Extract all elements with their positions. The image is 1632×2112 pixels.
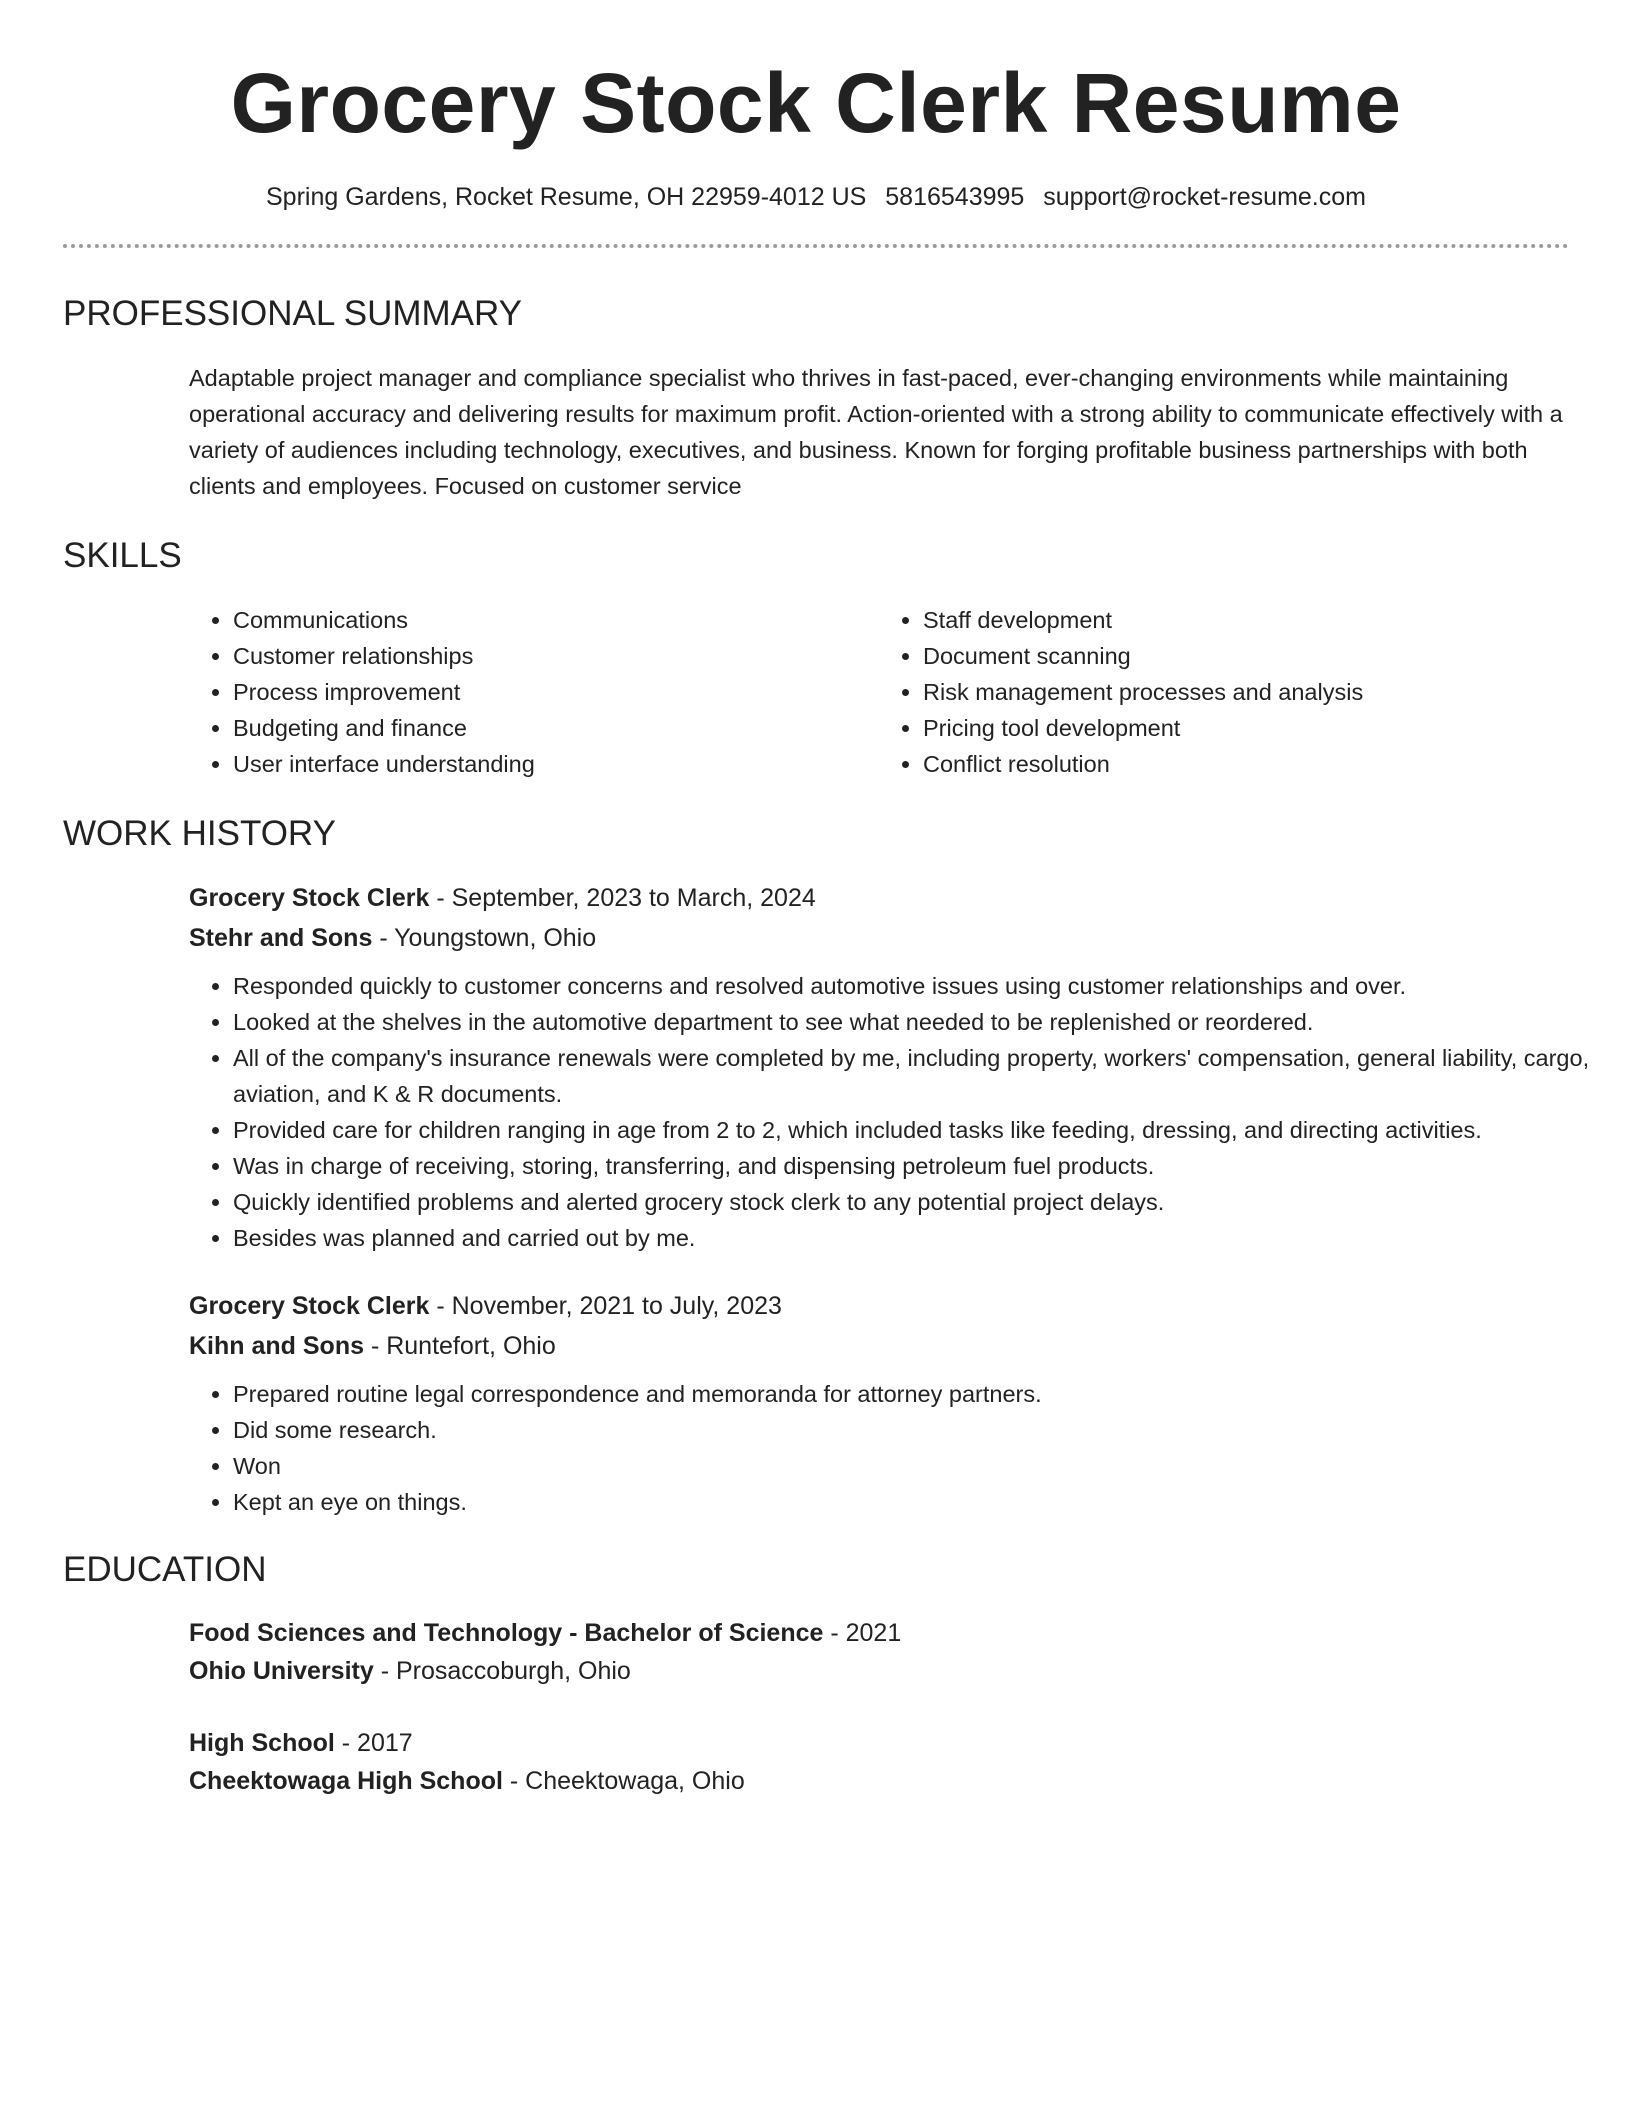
- job-role: Grocery Stock Clerk: [189, 1292, 430, 1320]
- job-title-line: [189, 878, 1569, 918]
- job-bullet: • Did some research.: [233, 1412, 1632, 1448]
- job-bullet: • Was in charge of receiving, storing, transferring, and dispensing petroleum fuel products.: [233, 1148, 1632, 1184]
- education-year: - 2021: [823, 1619, 902, 1647]
- skill-item: • Communications: [233, 602, 879, 638]
- summary-text: Adaptable project manager and compliance specialist who thrives in fast-paced, ever-changing environments while maintaining operational accuracy and delivering results for maximum profit. Action-oriented with a strong ability to communicate effectively with a variety of audiences including technology, executives, and business. Known for forging profitable business partnerships with both clients and employees. Focused on customer service: [189, 365, 1563, 499]
- education-school: Cheektowaga High School: [189, 1767, 503, 1795]
- skill-item: • Pricing tool development: [923, 710, 1569, 746]
- job-bullet: • Prepared routine legal correspondence and memoranda for attorney partners.: [233, 1376, 1632, 1412]
- education-heading: EDUCATION: [63, 1550, 267, 1589]
- job-bullet: • Won: [233, 1448, 1632, 1484]
- education-school-line: [189, 1762, 1569, 1800]
- skill-item: • Conflict resolution: [923, 746, 1569, 782]
- job-title-line: [189, 1286, 1569, 1326]
- education-entry: [189, 1614, 1569, 1690]
- job-bullet: • Quickly identified problems and alerted grocery stock clerk to any potential project delays.: [233, 1184, 1632, 1220]
- education-section: [63, 1548, 1569, 1800]
- job-bullets: [189, 1376, 1632, 1520]
- skill-item: • Budgeting and finance: [233, 710, 879, 746]
- education-degree-line: [189, 1724, 1569, 1762]
- skills-section: [63, 534, 1569, 782]
- skill-item: • Document scanning: [923, 638, 1569, 674]
- job-company-line: [189, 1326, 1569, 1366]
- job-bullet: • Kept an eye on things.: [233, 1484, 1632, 1520]
- skills-grid: [189, 602, 1569, 782]
- education-entry: [189, 1724, 1569, 1800]
- job-entry: [189, 878, 1590, 1256]
- job-entry: [189, 1286, 1569, 1520]
- skills-heading: SKILLS: [63, 536, 182, 575]
- contact-phone: 5816543995: [885, 183, 1025, 211]
- job-bullet: • Besides was planned and carried out by me.: [233, 1220, 1632, 1256]
- work-history-section: [63, 812, 1590, 1520]
- job-company: Stehr and Sons: [189, 924, 373, 952]
- job-bullet: • Provided care for children ranging in age from 2 to 2, which included tasks like feeding, dressing, and directing activities.: [233, 1112, 1632, 1148]
- summary-heading: PROFESSIONAL SUMMARY: [63, 294, 522, 333]
- skill-item: • Process improvement: [233, 674, 879, 710]
- work-history-heading: WORK HISTORY: [63, 814, 336, 853]
- resume-title: Grocery Stock Clerk Resume: [230, 56, 1402, 150]
- job-bullet: • Looked at the shelves in the automotive department to see what needed to be replenished or reordered.: [233, 1004, 1632, 1040]
- job-dates: - September, 2023 to March, 2024: [429, 884, 816, 912]
- job-bullet: • All of the company's insurance renewals were completed by me, including property, workers' compensation, general liability, cargo, aviation, and K & R documents.: [233, 1040, 1632, 1112]
- contact-address: Spring Gardens, Rocket Resume, OH 22959-4012 US: [266, 183, 867, 211]
- job-company: Kihn and Sons: [189, 1332, 364, 1360]
- education-location: - Cheektowaga, Ohio: [502, 1767, 745, 1795]
- education-degree: High School: [189, 1729, 335, 1757]
- summary-section: [63, 292, 1569, 504]
- skill-item: • Staff development: [923, 602, 1569, 638]
- job-bullet: • Responded quickly to customer concerns and resolved automotive issues using customer relationships and over.: [233, 968, 1632, 1004]
- job-role: Grocery Stock Clerk: [189, 884, 430, 912]
- skill-item: • Customer relationships: [233, 638, 879, 674]
- contact-line: [63, 182, 1569, 212]
- job-company-line: [189, 918, 1569, 958]
- education-year: - 2017: [334, 1729, 413, 1757]
- education-school: Ohio University: [189, 1657, 374, 1685]
- job-location: - Youngstown, Ohio: [372, 924, 597, 952]
- job-dates: - November, 2021 to July, 2023: [429, 1292, 782, 1320]
- skills-column-right: [879, 602, 1569, 782]
- skill-item: • Risk management processes and analysis: [923, 674, 1569, 710]
- job-location: - Runtefort, Ohio: [364, 1332, 556, 1360]
- education-location: - Prosaccoburgh, Ohio: [373, 1657, 631, 1685]
- education-degree-line: [189, 1614, 1569, 1652]
- education-school-line: [189, 1652, 1569, 1690]
- header-divider: [63, 244, 1569, 248]
- job-bullets: [189, 968, 1632, 1256]
- skills-column-left: [189, 602, 879, 782]
- skill-item: • User interface understanding: [233, 746, 879, 782]
- contact-email: support@rocket-resume.com: [1043, 183, 1366, 211]
- education-degree: Food Sciences and Technology - Bachelor of Science: [189, 1619, 824, 1647]
